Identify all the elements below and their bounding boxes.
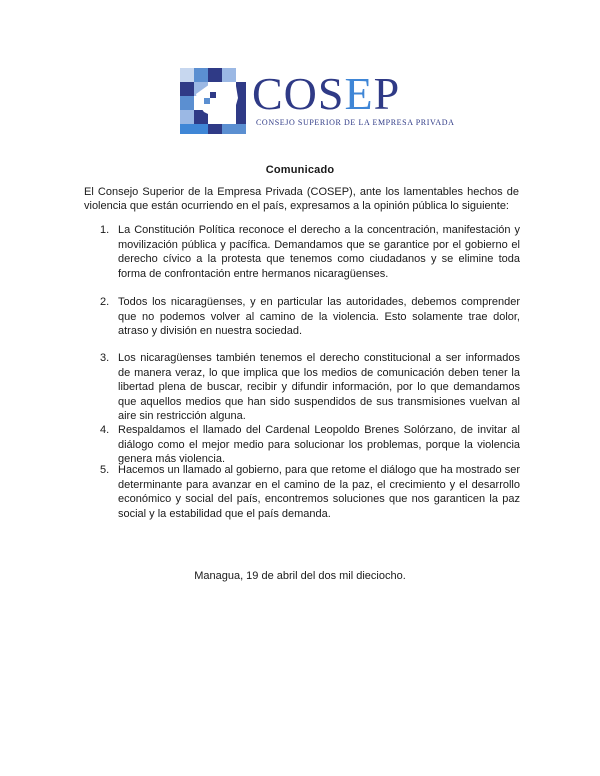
intro-paragraph: El Consejo Superior de la Empresa Privada (COSEP), ante los lamentables hechos de violencia que están ocurriendo en el país, expresamos a la opinión pública lo siguiente:: [84, 186, 519, 212]
item-text: Respaldamos el llamado del Cardenal Leopoldo Brenes Solórzano, de invitar al diálogo como el mejor medio para solucionar los problemas, porque la violencia genera más violencia.: [118, 424, 520, 465]
item-number: 3.: [100, 352, 110, 364]
logo-wordmark: COSEP: [252, 68, 401, 119]
list-item: [100, 463, 520, 521]
closing-date-line: Managua, 19 de abril del dos mil dieciocho.: [194, 570, 406, 582]
list-item: [100, 351, 520, 424]
cosep-logo: [180, 68, 455, 134]
item-number: 2.: [100, 296, 110, 308]
item-text: Todos los nicaragüenses, y en particular las autoridades, debemos comprender que no podemos volver al camino de la violencia. Esto solamente trae dolor, atraso y división en nuestra sociedad.: [118, 296, 520, 337]
nicaragua-map-logo-icon: [180, 68, 246, 134]
list-item: [100, 295, 520, 339]
item-number: 4.: [100, 424, 110, 436]
item-text: La Constitución Política reconoce el derecho a la concentración, manifestación y movilización pública y pacífica. Demandamos que se garantice por el gobierno el derecho cívico a la protesta que tenemos como ciudadanos y se elimine toda forma de confrontación entre hermanos nicaragüenses.: [118, 224, 520, 280]
item-number: 1.: [100, 224, 110, 236]
item-text: Hacemos un llamado al gobierno, para que retome el diálogo que ha mostrado ser determinante para avanzar en el camino de la paz, el crecimiento y el desarrollo económico y social del país, encontremos soluciones que nos garanticen la paz social y la estabilidad que el país demanda.: [118, 464, 520, 520]
item-number: 5.: [100, 464, 110, 476]
list-item: [100, 423, 520, 467]
document-title: Comunicado: [265, 164, 335, 176]
list-item: [100, 223, 520, 281]
logo-subtitle: CONSEJO SUPERIOR DE LA EMPRESA PRIVADA: [256, 118, 455, 127]
item-text: Los nicaragüenses también tenemos el derecho constitucional a ser informados de manera veraz, lo que implica que los medios de comunicación deben tener la libertad plena de buscar, recibir y difundir información, por lo que demandamos que aquellos medios que han sido suspendidos de sus transmisiones vuelvan al aire sin restricción alguna.: [118, 352, 520, 422]
